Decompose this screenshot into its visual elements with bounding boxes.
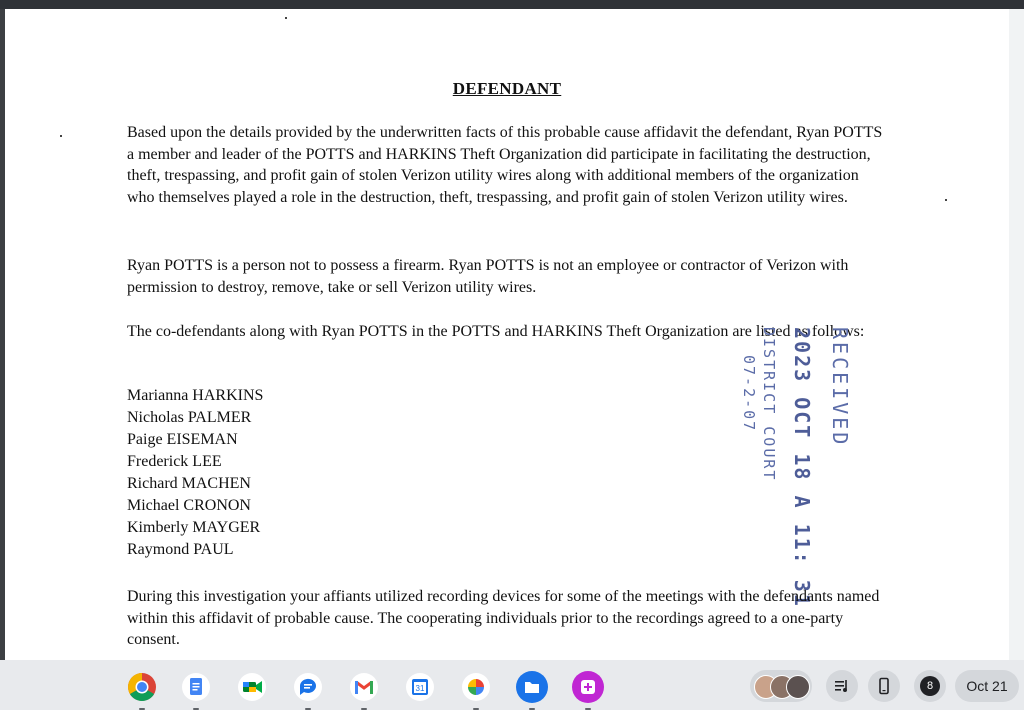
meet-icon[interactable] — [236, 671, 268, 703]
scan-speck — [285, 17, 287, 19]
list-item: Kimberly MAYGER — [127, 519, 261, 536]
scrollbar[interactable] — [1009, 9, 1024, 660]
pdf-page — [5, 9, 1009, 660]
list-item: Raymond PAUL — [127, 541, 234, 558]
stamp-datetime-text: 2023 OCT 18 A 11: 31 — [790, 327, 814, 608]
list-item: Marianna HARKINS — [127, 387, 264, 404]
list-item: Frederick LEE — [127, 453, 222, 470]
notification-count-badge: 8 — [920, 676, 940, 696]
list-item: Richard MACHEN — [127, 475, 251, 492]
paragraph-firearm: Ryan POTTS is a person not to possess a firearm. Ryan POTTS is not an employee or contractor of Verizon with permission to destroy, remove, take or sell Verizon utility wires. — [127, 257, 849, 296]
stamp-received-text: RECEIVED — [828, 327, 852, 448]
messages-icon[interactable] — [292, 671, 324, 703]
section-heading: DEFENDANT — [452, 79, 562, 98]
avatar — [786, 675, 810, 699]
stamp-court-text: DISTRICT COURT — [760, 327, 778, 482]
stamp-code-text: 07-2-07 — [740, 355, 758, 433]
files-icon[interactable] — [516, 671, 548, 703]
list-item: Michael CRONON — [127, 497, 251, 514]
paragraph-recordings: During this investigation your affiants utilized recording devices for some of the meetings with the defendants named within this affidavit of probable cause. The cooperating individuals prior to the recordings agreed to a one-party consent. — [127, 588, 880, 648]
list-item: Paige EISEMAN — [127, 431, 238, 448]
paragraph-codefendants-intro: The co-defendants along with Ryan POTTS in the POTTS and HARKINS Theft Organization are listed as follows: — [127, 323, 865, 340]
list-item: Nicholas PALMER — [127, 409, 252, 426]
gmail-icon[interactable] — [348, 671, 380, 703]
phone-icon[interactable] — [868, 670, 900, 702]
calendar-icon[interactable] — [404, 671, 436, 703]
canvas-icon[interactable] — [572, 671, 604, 703]
notification-counter[interactable] — [914, 670, 946, 702]
photos-icon[interactable] — [460, 671, 492, 703]
received-stamp — [740, 327, 870, 608]
paragraph-defendant-details: Based upon the details provided by the underwritten facts of this probable cause affidavit the defendant, Ryan POTTS a member and leader of the POTTS and HARKINS Theft Organization did participate in facilitating the destruction, theft, trespassing, and profit gain of stolen Verizon utility wires along with additional members of the organization who themselves played a role in the destruction, theft, trespassing, and profit gain of stolen Verizon utility wires. — [127, 124, 883, 206]
calendar-day-label: 31 — [415, 684, 425, 693]
docs-icon[interactable] — [180, 671, 212, 703]
media-controls-icon[interactable] — [826, 670, 858, 702]
scan-speck — [945, 199, 947, 201]
chromeos-shelf — [0, 660, 1024, 710]
codefendant-list — [127, 385, 263, 561]
date-status-area[interactable]: Oct 21 — [955, 670, 1019, 702]
chrome-icon[interactable] — [126, 671, 158, 703]
scan-speck — [60, 135, 62, 137]
window-top-bar — [0, 0, 1024, 9]
phone-hub-avatars[interactable] — [750, 670, 812, 702]
